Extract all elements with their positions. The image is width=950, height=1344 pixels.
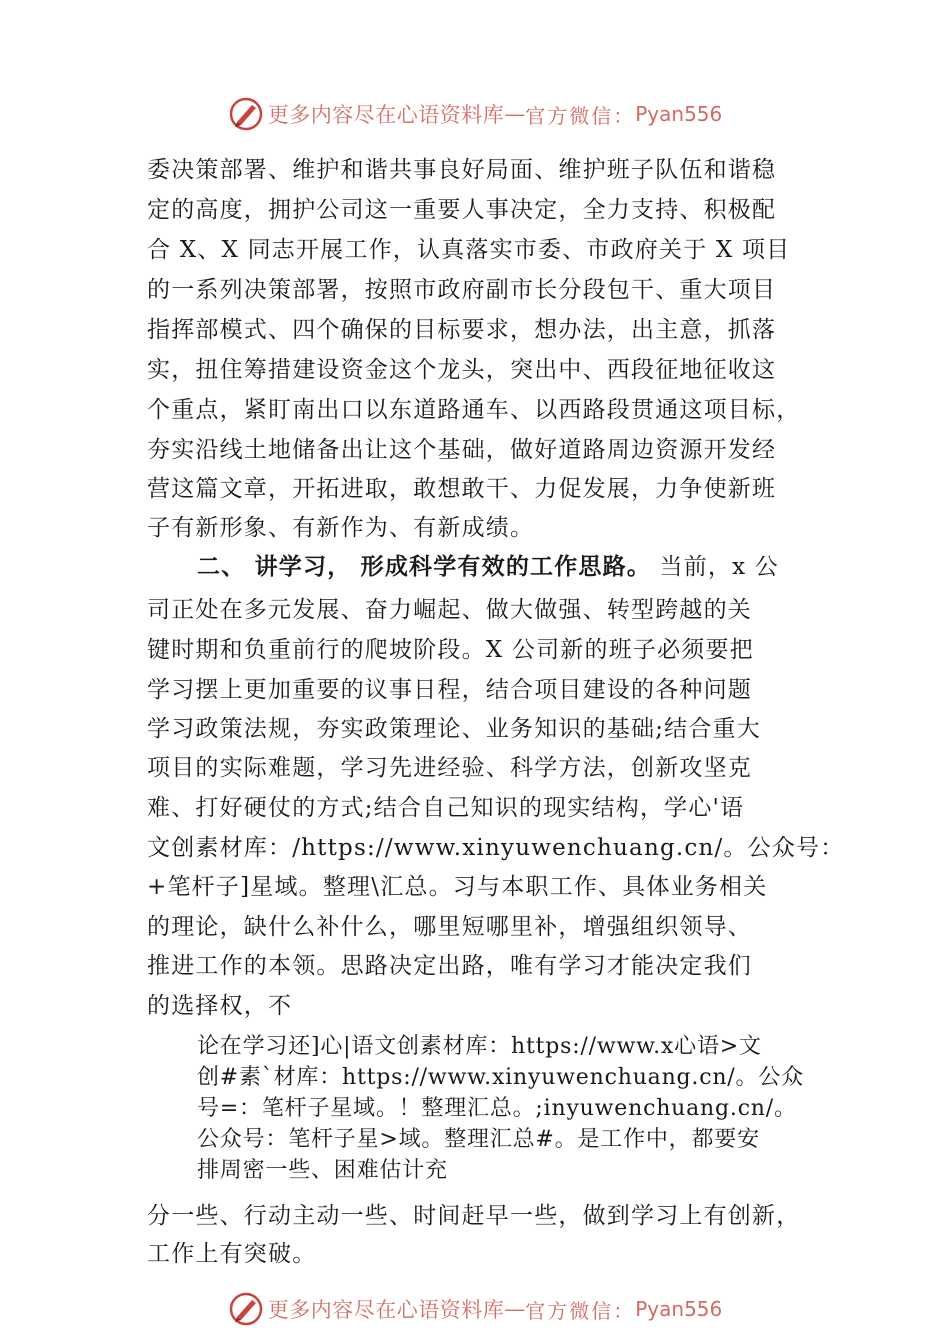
text-line: 排周密一些、困难估计充 [197, 1158, 448, 1183]
banner-title: 更多内容尽在心语资料库 [267, 1298, 505, 1322]
text-line: 合 X、X 同志开展工作，认真落实市委、市政府关于 X 项目 [147, 237, 791, 263]
text-line: 委决策部署、维护和谐共事良好局面、维护班子队伍和谐稳 [147, 157, 777, 183]
text-line: 个重点，紧盯南出口以东道路通车、以西路段贯通这项目标， [147, 397, 801, 423]
text-line: 分一些、行动主动一些、时间赶早一些，做到学习上有创新， [147, 1203, 801, 1229]
text-line: 子有新形象、有新作为、有新成绩。 [147, 515, 535, 541]
text-line: 学习政策法规，夯实政策理论、业务知识的基础;结合重大 [147, 716, 761, 742]
text-line: +笔杆子]星域。整理\汇总。习与本职工作、具体业务相关 [147, 874, 768, 900]
text-line: 的理论，缺什么补什么，哪里短哪里补，增强组织领导、 [147, 914, 752, 940]
text-line: 难、打好硬仗的方式;结合自己知识的现实结构，学心'语 [147, 795, 745, 821]
text-line: 号=：笔杆子星域。！整理汇总。;inyuwenchuang.cn/。 [197, 1096, 797, 1121]
text-line: 的一系列决策部署，按照市政府副市长分段包干、重大项目 [147, 277, 777, 303]
text-line: 夯实沿线土地储备出让这个基础，做好道路周边资源开发经 [147, 437, 777, 463]
text-line: 文创素材库：/https://www.xinyuwenchuang.cn/。公众号： [147, 835, 845, 861]
banner-title: 更多内容尽在心语资料库 [267, 103, 505, 127]
banner-wechat-label: 官方微信： [525, 1298, 636, 1323]
text-line: 创#素`材库：https://www.xinyuwenchuang.cn/。公众 [197, 1065, 804, 1090]
banner-wechat-id: Pyan556 [635, 102, 723, 126]
text-line: 工作上有突破。 [147, 1241, 317, 1267]
pen-logo-icon [228, 1291, 264, 1327]
section-2-heading: 二、 讲学习， 形成科学有效的工作思路。 [197, 554, 652, 580]
text-line: 项目的实际难题，学习先进经验、科学方法，创新攻坚克 [147, 755, 752, 781]
text-line: 实，扭住筹措建设资金这个龙头，突出中、西段征地征收这 [147, 357, 777, 383]
banner-separator: — [504, 1297, 526, 1321]
text-line: 定的高度，拥护公司这一重要人事决定，全力支持、积极配 [147, 197, 777, 223]
text-line: 公众号：笔杆子星>域。整理汇总#。是工作中，都要安 [197, 1127, 760, 1152]
header-banner [0, 94, 950, 134]
section-2-first-line [197, 547, 779, 587]
text-line: 的选择权，不 [147, 993, 293, 1019]
text-line: 论在学习还]心|语文创素材库：https://www.x心语>文 [197, 1034, 762, 1059]
pen-logo-icon [228, 96, 264, 132]
text-line: 推进工作的本领。思路决定出路，唯有学习才能决定我们 [147, 953, 752, 979]
banner-separator: — [504, 102, 526, 126]
banner-wechat-id: Pyan556 [635, 1297, 723, 1321]
text-line: 学习摆上更加重要的议事日程，结合项目建设的各种问题 [147, 677, 752, 703]
text-line: 指挥部模式、四个确保的目标要求，想办法，出主意，抓落 [147, 317, 777, 343]
text-line: 司正处在多元发展、奋力崛起、做大做强、转型跨越的关 [147, 597, 752, 623]
section-2-lead: 当前，x 公 [651, 554, 780, 580]
banner-wechat-label: 官方微信： [525, 103, 636, 128]
text-line: 键时期和负重前行的爬坡阶段。X 公司新的班子必须要把 [147, 637, 754, 663]
text-line: 营这篇文章，开拓进取，敢想敢干、力促发展，力争使新班 [147, 476, 777, 502]
footer-banner [0, 1289, 950, 1329]
